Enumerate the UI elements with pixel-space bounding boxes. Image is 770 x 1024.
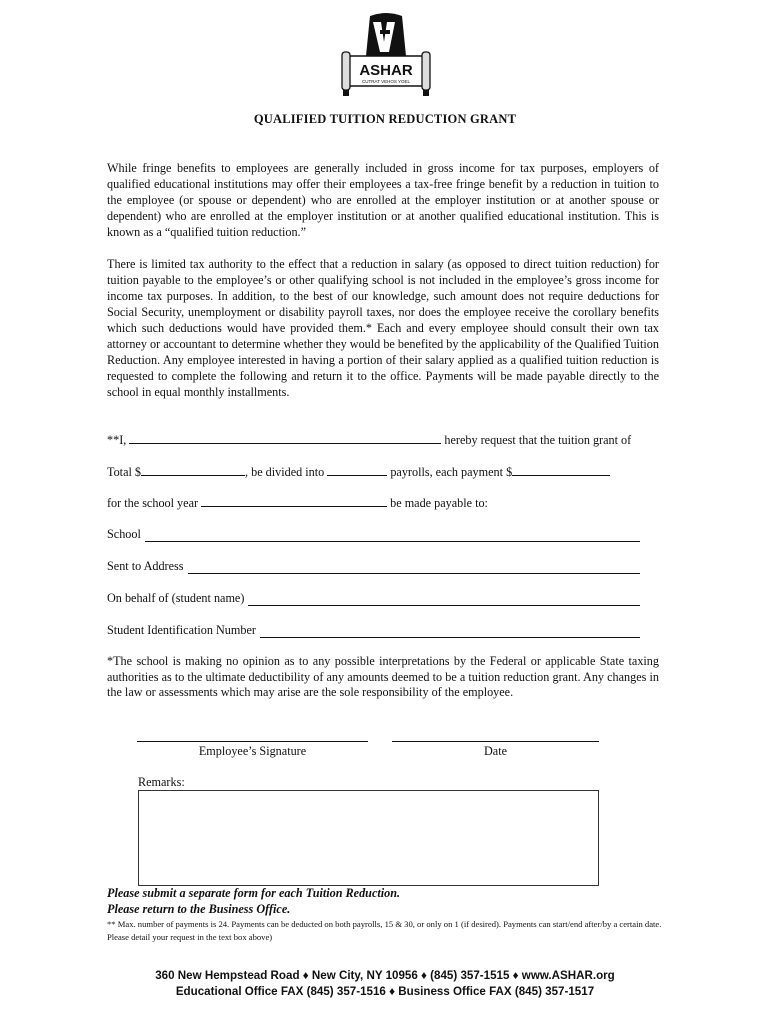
address-label: Sent to Address (107, 559, 184, 573)
student-id-row (107, 622, 640, 638)
student-name-field[interactable] (248, 593, 640, 606)
school-year-label: for the school year (107, 496, 199, 510)
payrolls-label: payrolls, each payment $ (390, 465, 513, 479)
request-row (107, 431, 659, 447)
ashar-logo (340, 12, 432, 104)
address-row (107, 558, 640, 574)
total-label: Total $ (107, 465, 142, 479)
date-label: Date (483, 744, 507, 758)
payroll-count-field[interactable] (327, 463, 387, 476)
intro-paragraph: While fringe benefits to employees are generally included in gross income for tax purposes, employers of qualified educational institutions may offer their employees a tax-free fringe benefit by a reduction in tuition to the employee (or spouse or dependent) who are enrolled at the employer institution or at another spouse or dependent) who are enrolled at the employer institution or at another qualified educational institution. This is known as a “qualified tuition reduction.” (107, 161, 659, 239)
school-year-field[interactable] (201, 494, 387, 507)
student-id-label: Student Identification Number (107, 623, 256, 637)
page-title: QUALIFIED TUITION REDUCTION GRANT (253, 112, 517, 126)
employee-signature-field[interactable] (137, 741, 368, 742)
instruction-submit: Please submit a separate form for each Tuition Reduction. (107, 886, 401, 900)
remarks-label: Remarks: (138, 775, 185, 789)
footer-fax: Educational Office FAX (845) 357-1516 ♦ Business Office FAX (845) 357-1517 (175, 985, 595, 998)
student-id-field[interactable] (260, 625, 640, 638)
school-row (107, 526, 640, 542)
tax-authority-paragraph: There is limited tax authority to the effect that a reduction in salary (as opposed to direct tuition reduction) for tuition payable to the employee’s or other qualifying school is not included in the employee’s gross income for income tax purposes. In addition, to the best of our knowledge, such amount does not require deductions for Social Security, unemployment or disability payroll taxes, nor does the employee receive the corollary benefits which such deductions would have provided them.* Each and every employee should consult their own tax attorney or accountant to determine whether they would be benefited by the applicability of the Qualified Tuition Reduction. Any employee interested in having a portion of their salary applied as a qualified tuition reduction is requested to complete the following and return it to the office. Payments will be made payable directly to the school in equal monthly installments. (107, 257, 659, 399)
logo-tagline: CUTRAT VEHOS YOEL (361, 79, 411, 84)
payment-amount-field[interactable] (512, 463, 610, 476)
payments-note: ** Max. number of payments is 24. Payments can be deducted on both payrolls, 15 & 30, or only on 1 (if desired). Payments can start/end after/by a certain date. Please detail your request in the text box above) (107, 919, 662, 942)
school-year-row (107, 494, 659, 510)
payable-label: be made payable to: (390, 496, 488, 510)
request-prefix: **I, (107, 433, 127, 447)
employee-name-field[interactable] (129, 431, 441, 444)
total-amount-field[interactable] (141, 463, 245, 476)
request-suffix: hereby request that the tuition grant of (444, 433, 632, 447)
remarks-textbox[interactable] (138, 790, 599, 886)
disclaimer-paragraph: *The school is making no opinion as to any possible interpretations by the Federal or applicable State taxing authorities as to the ultimate deductibility of any amounts deemed to be a tuition reduction grant. Any changes in the law or assessments which may arise are the sole responsibility of the employee. (107, 654, 659, 699)
employee-signature-label: Employee’s Signature (198, 744, 307, 758)
student-name-label: On behalf of (student name) (107, 591, 245, 605)
address-field[interactable] (188, 561, 640, 574)
divided-label: , be divided into (245, 465, 325, 479)
logo-text: ASHAR (359, 62, 413, 79)
school-field[interactable] (145, 529, 640, 542)
school-label: School (107, 527, 141, 541)
student-name-row (107, 590, 640, 606)
payment-row (107, 463, 659, 479)
date-field[interactable] (392, 741, 599, 742)
instruction-return: Please return to the Business Office. (107, 902, 291, 916)
footer-address: 360 New Hempstead Road ♦ New City, NY 10956 ♦ (845) 357-1515 ♦ www.ASHAR.org (155, 969, 615, 982)
scroll-logo-icon (340, 12, 432, 104)
